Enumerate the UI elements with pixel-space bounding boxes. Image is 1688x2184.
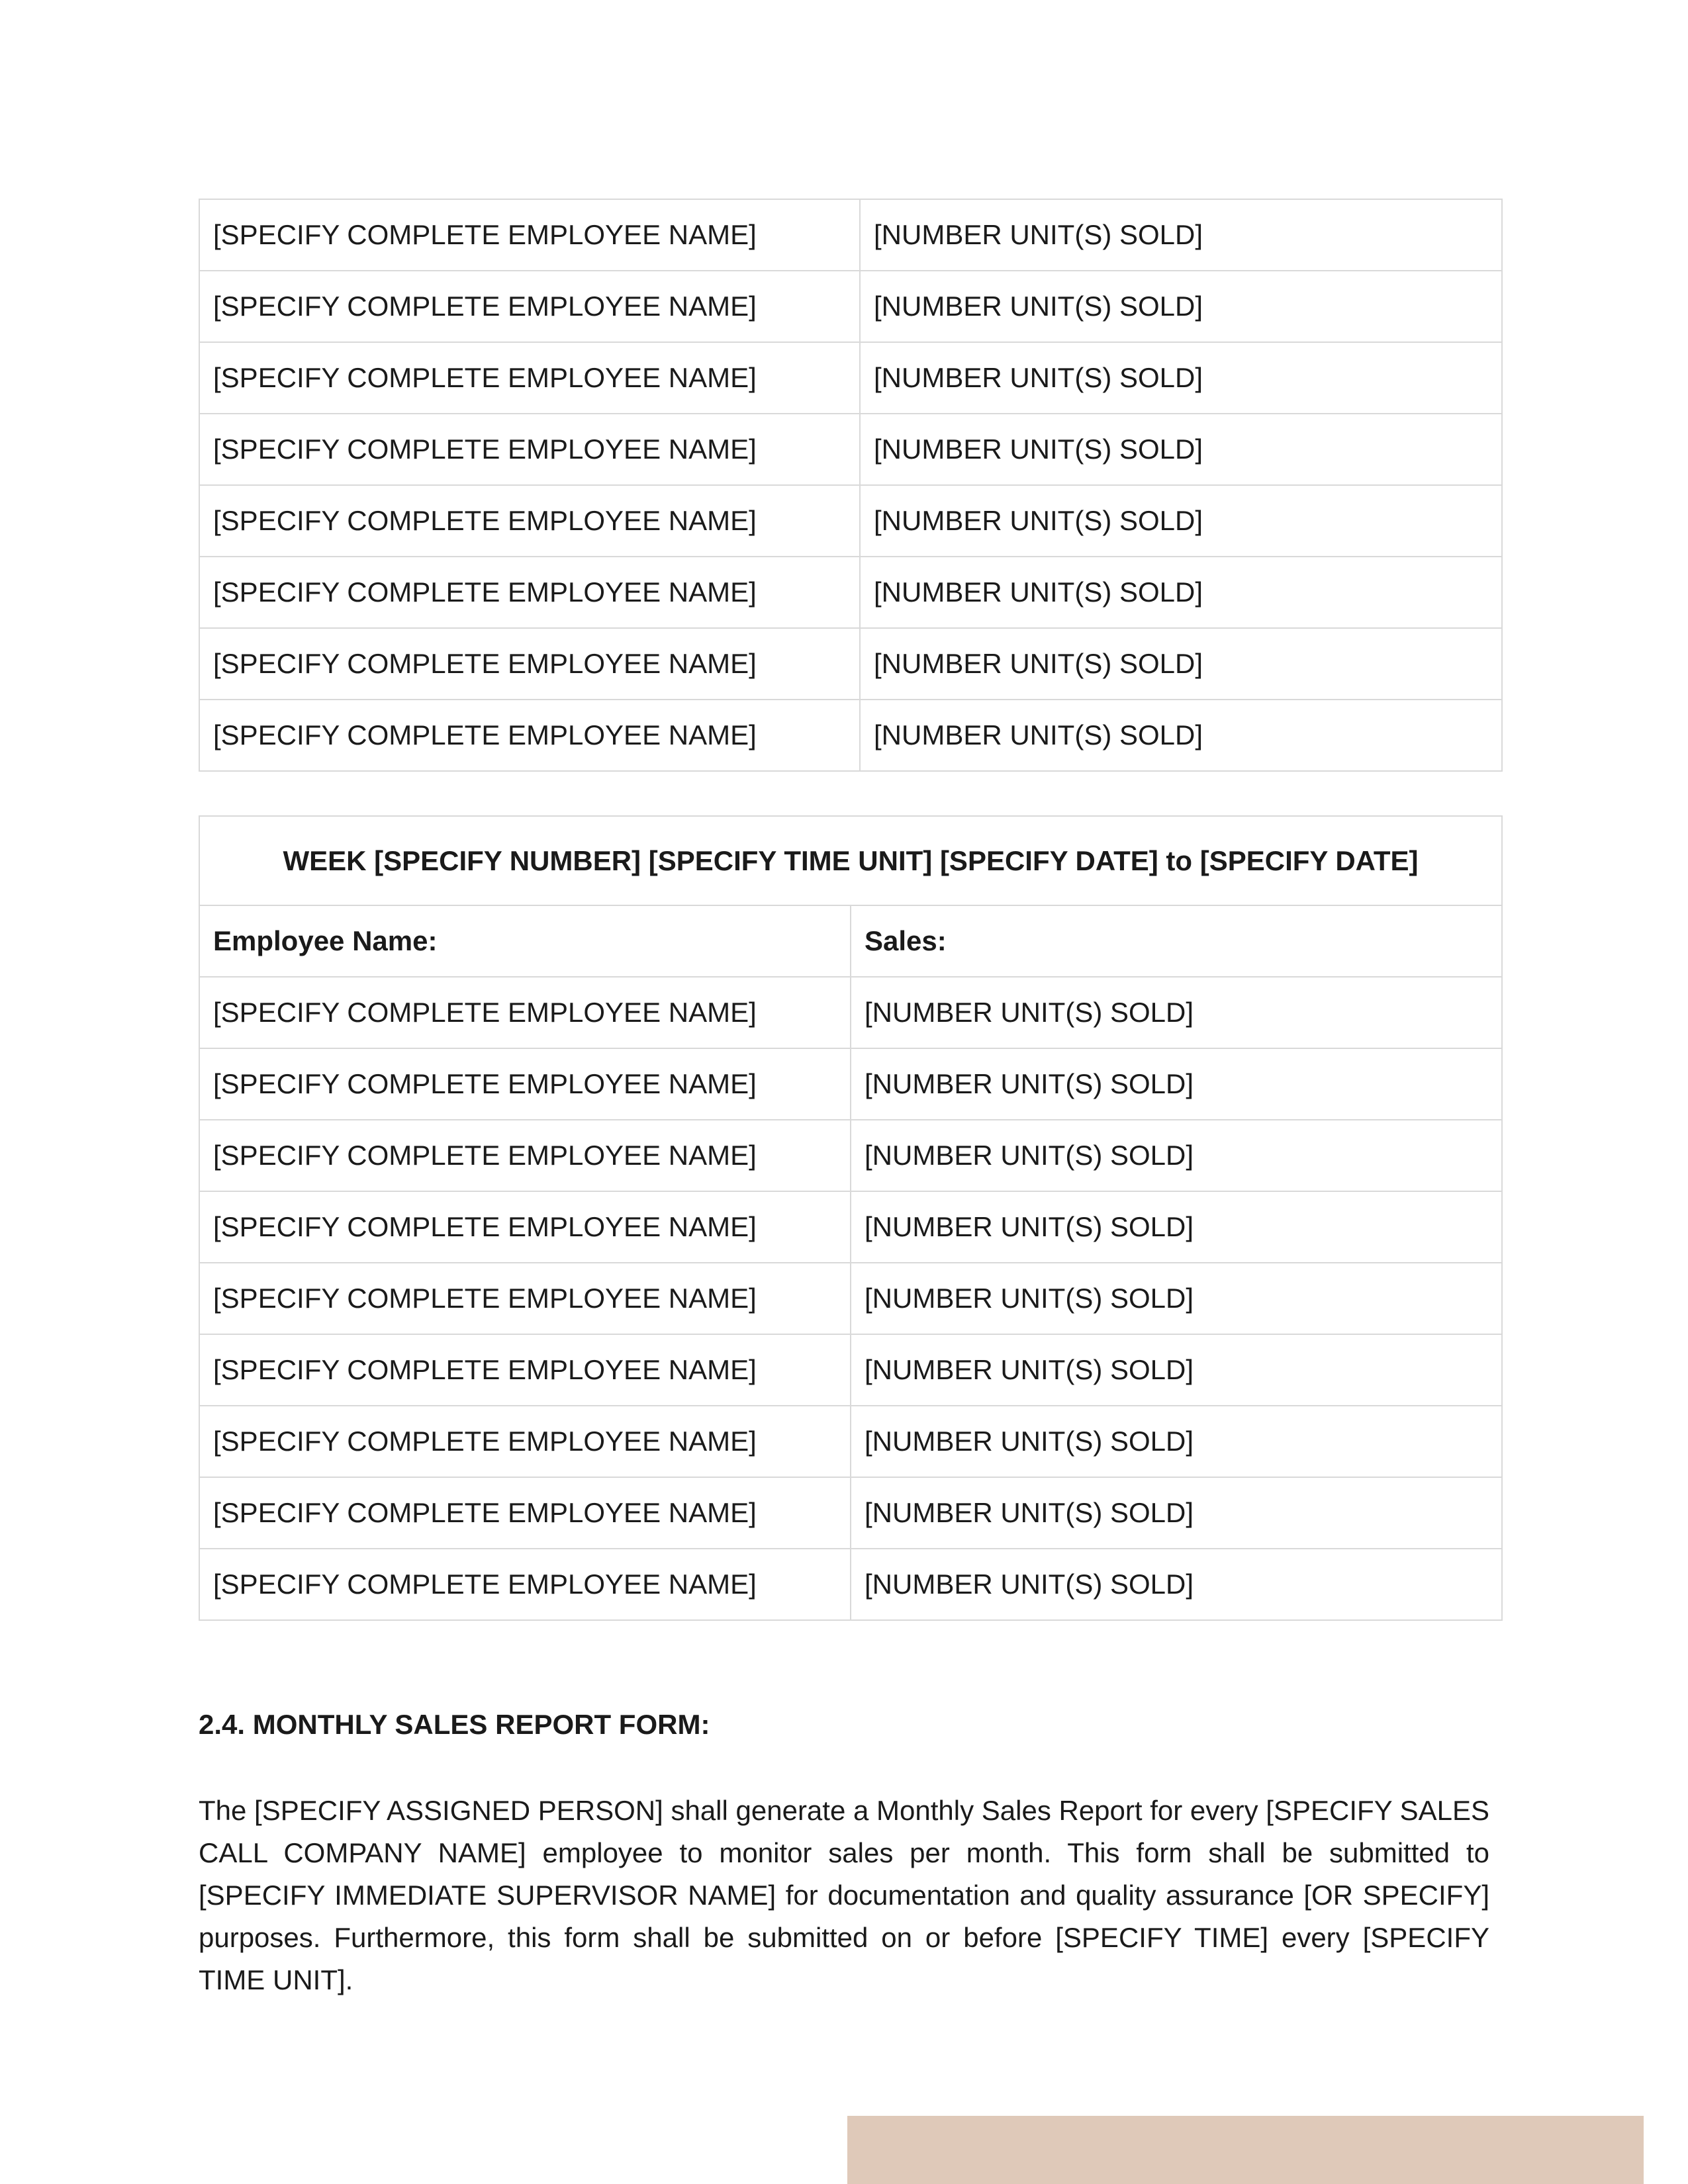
employee-name-cell: [SPECIFY COMPLETE EMPLOYEE NAME] bbox=[199, 628, 860, 700]
units-sold-cell: [NUMBER UNIT(S) SOLD] bbox=[851, 977, 1502, 1048]
employee-name-cell: [SPECIFY COMPLETE EMPLOYEE NAME] bbox=[199, 1477, 851, 1549]
table-row bbox=[199, 199, 1502, 271]
units-sold-cell: [NUMBER UNIT(S) SOLD] bbox=[851, 1549, 1502, 1620]
units-sold-cell: [NUMBER UNIT(S) SOLD] bbox=[851, 1191, 1502, 1263]
units-sold-cell: [NUMBER UNIT(S) SOLD] bbox=[860, 557, 1502, 628]
table-row bbox=[199, 485, 1502, 557]
employee-name-cell: [SPECIFY COMPLETE EMPLOYEE NAME] bbox=[199, 700, 860, 771]
employee-name-cell: [SPECIFY COMPLETE EMPLOYEE NAME] bbox=[199, 1048, 851, 1120]
employee-name-cell: [SPECIFY COMPLETE EMPLOYEE NAME] bbox=[199, 977, 851, 1048]
week-title-row bbox=[199, 816, 1502, 905]
units-sold-cell: [NUMBER UNIT(S) SOLD] bbox=[860, 628, 1502, 700]
units-sold-cell: [NUMBER UNIT(S) SOLD] bbox=[860, 342, 1502, 414]
section-paragraph: The [SPECIFY ASSIGNED PERSON] shall generate a Monthly Sales Report for every [SPECIFY SALES CALL COMPANY NAME] employee to monitor sales per month. This form shall be submitted to [SPECIFY IMMEDIATE SUPERVISOR NAME] for documentation and quality assurance [OR SPECIFY] purposes. Furthermore, this form shall be submitted on or before [SPECIFY TIME] every [SPECIFY TIME UNIT]. bbox=[199, 1795, 1489, 1995]
employee-name-cell: [SPECIFY COMPLETE EMPLOYEE NAME] bbox=[199, 557, 860, 628]
table-row bbox=[199, 1477, 1502, 1549]
units-sold-cell: [NUMBER UNIT(S) SOLD] bbox=[860, 485, 1502, 557]
units-sold-cell: [NUMBER UNIT(S) SOLD] bbox=[860, 271, 1502, 342]
employee-name-cell: [SPECIFY COMPLETE EMPLOYEE NAME] bbox=[199, 1120, 851, 1191]
footer-accent-bar bbox=[847, 2116, 1644, 2184]
employee-name-header: Employee Name: bbox=[199, 905, 851, 977]
table-row bbox=[199, 1334, 1502, 1406]
table-row bbox=[199, 1549, 1502, 1620]
units-sold-cell: [NUMBER UNIT(S) SOLD] bbox=[860, 199, 1502, 271]
week-title: WEEK [SPECIFY NUMBER] [SPECIFY TIME UNIT] [SPECIFY DATE] to [SPECIFY DATE] bbox=[199, 816, 1502, 905]
employee-name-cell: [SPECIFY COMPLETE EMPLOYEE NAME] bbox=[199, 1263, 851, 1334]
employee-name-cell: [SPECIFY COMPLETE EMPLOYEE NAME] bbox=[199, 1191, 851, 1263]
table-header-row bbox=[199, 905, 1502, 977]
table-row bbox=[199, 700, 1502, 771]
table-row bbox=[199, 1120, 1502, 1191]
table-row bbox=[199, 1263, 1502, 1334]
employee-name-cell: [SPECIFY COMPLETE EMPLOYEE NAME] bbox=[199, 1549, 851, 1620]
table-row bbox=[199, 628, 1502, 700]
employee-sales-table-continued bbox=[199, 199, 1503, 772]
employee-name-cell: [SPECIFY COMPLETE EMPLOYEE NAME] bbox=[199, 1334, 851, 1406]
units-sold-cell: [NUMBER UNIT(S) SOLD] bbox=[860, 700, 1502, 771]
employee-name-cell: [SPECIFY COMPLETE EMPLOYEE NAME] bbox=[199, 1406, 851, 1477]
table-row bbox=[199, 271, 1502, 342]
table-row bbox=[199, 1191, 1502, 1263]
table-row bbox=[199, 342, 1502, 414]
table-row bbox=[199, 414, 1502, 485]
units-sold-cell: [NUMBER UNIT(S) SOLD] bbox=[851, 1477, 1502, 1549]
units-sold-cell: [NUMBER UNIT(S) SOLD] bbox=[851, 1334, 1502, 1406]
employee-name-cell: [SPECIFY COMPLETE EMPLOYEE NAME] bbox=[199, 414, 860, 485]
units-sold-cell: [NUMBER UNIT(S) SOLD] bbox=[851, 1406, 1502, 1477]
units-sold-cell: [NUMBER UNIT(S) SOLD] bbox=[851, 1120, 1502, 1191]
table-row bbox=[199, 557, 1502, 628]
employee-name-cell: [SPECIFY COMPLETE EMPLOYEE NAME] bbox=[199, 271, 860, 342]
sales-header: Sales: bbox=[851, 905, 1502, 977]
table-row bbox=[199, 1048, 1502, 1120]
weekly-sales-table bbox=[199, 815, 1503, 1621]
employee-name-cell: [SPECIFY COMPLETE EMPLOYEE NAME] bbox=[199, 342, 860, 414]
employee-name-cell: [SPECIFY COMPLETE EMPLOYEE NAME] bbox=[199, 485, 860, 557]
units-sold-cell: [NUMBER UNIT(S) SOLD] bbox=[851, 1263, 1502, 1334]
table-row bbox=[199, 1406, 1502, 1477]
section-heading: 2.4. MONTHLY SALES REPORT FORM: bbox=[199, 1709, 710, 1740]
units-sold-cell: [NUMBER UNIT(S) SOLD] bbox=[851, 1048, 1502, 1120]
units-sold-cell: [NUMBER UNIT(S) SOLD] bbox=[860, 414, 1502, 485]
table-row bbox=[199, 977, 1502, 1048]
employee-name-cell: [SPECIFY COMPLETE EMPLOYEE NAME] bbox=[199, 199, 860, 271]
